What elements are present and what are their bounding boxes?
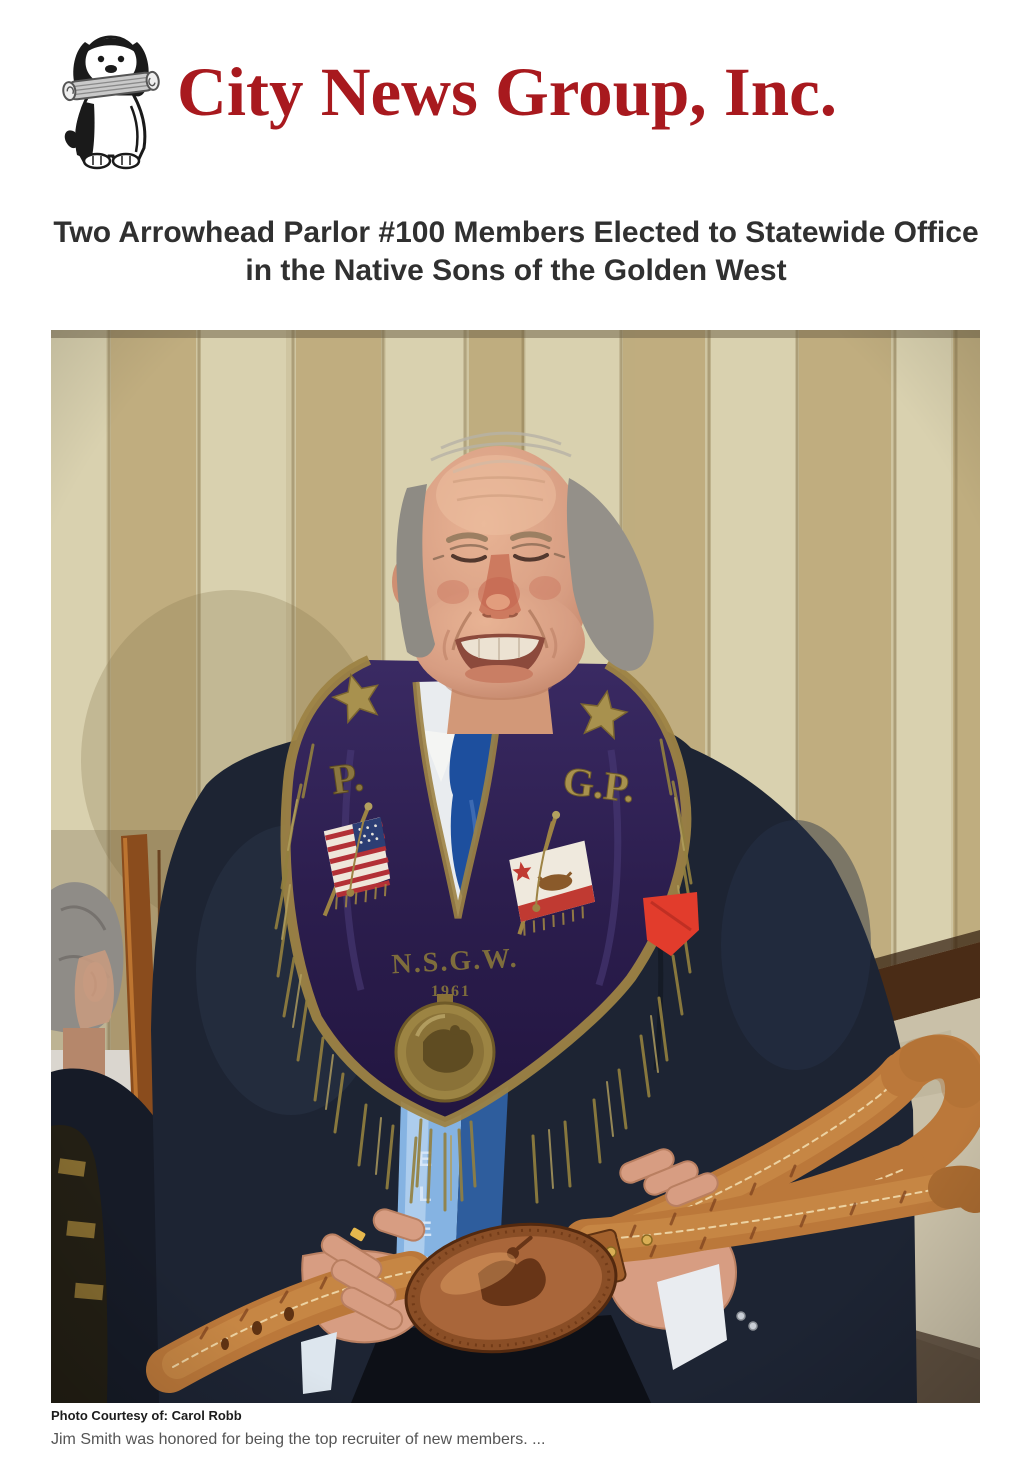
logo-wordmark[interactable]: City News Group, Inc. bbox=[177, 53, 838, 130]
article-photo bbox=[51, 330, 980, 1403]
site-logo[interactable] bbox=[51, 0, 981, 172]
photo-credit: Photo Courtesy of: Carol Robb bbox=[51, 1408, 242, 1423]
article-headline: Two Arrowhead Parlor #100 Members Elected to Statewide Office in the Native Sons of the Golden West bbox=[53, 216, 979, 287]
article-figure bbox=[51, 330, 981, 1450]
dog-with-newspaper-icon bbox=[51, 14, 171, 170]
photo-vignette bbox=[51, 330, 980, 1403]
photo-caption: Jim Smith was honored for being the top recruiter of new members. ... bbox=[51, 1431, 546, 1448]
